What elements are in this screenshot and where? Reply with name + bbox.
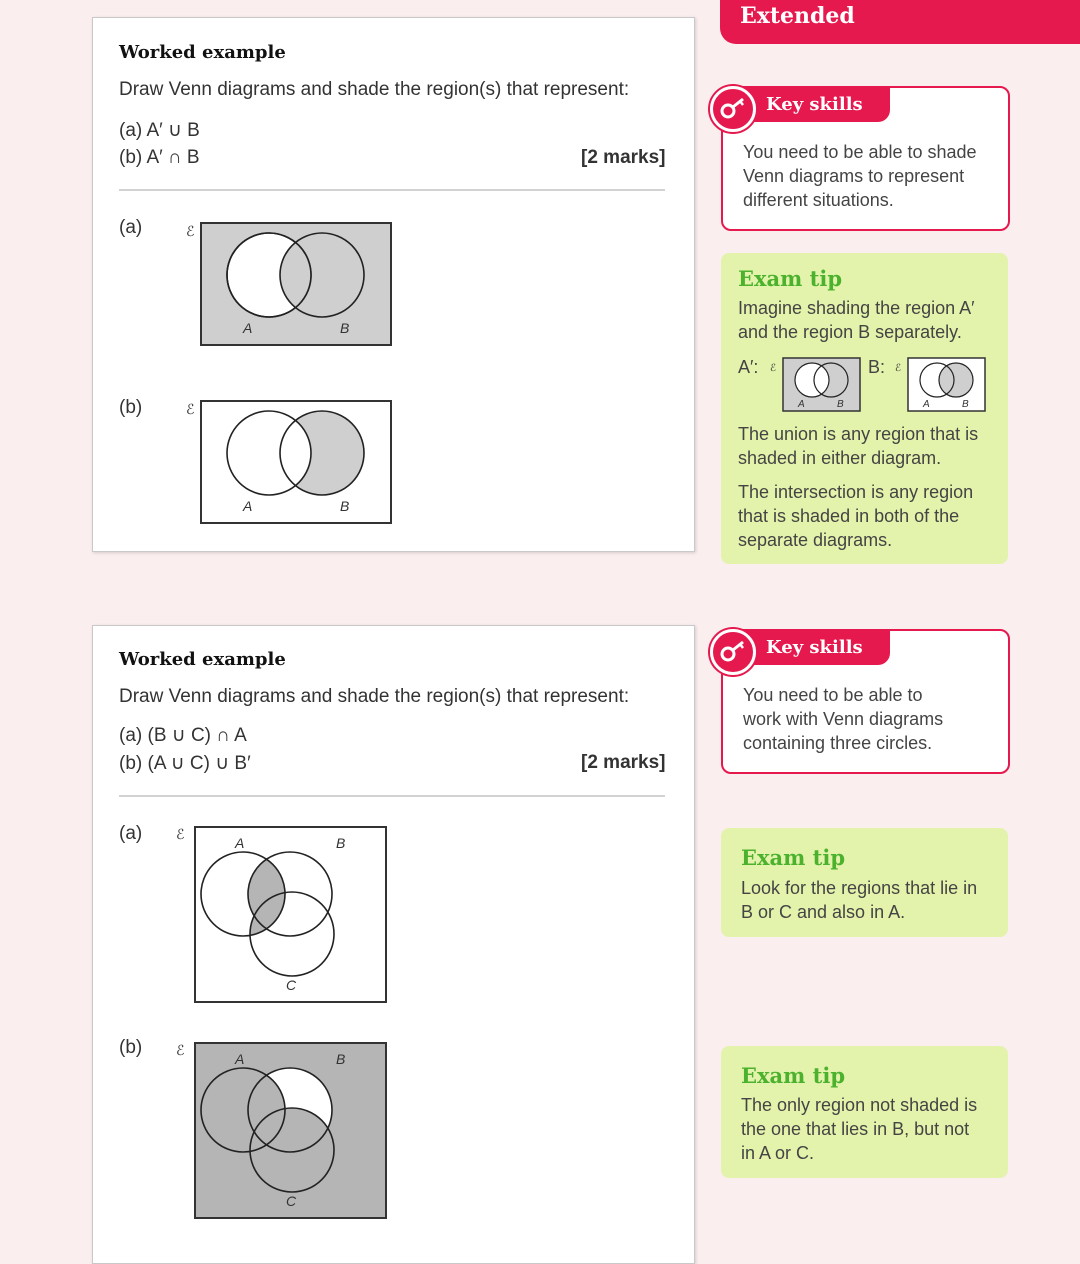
key-icon — [710, 86, 756, 132]
key-icon — [710, 629, 756, 675]
set-a-label: A — [235, 835, 245, 851]
universal-set-symbol: ℰ — [176, 826, 185, 842]
question-prompt: Draw Venn diagrams and shade the region(s) that represent: — [119, 686, 630, 707]
question-part-a: (a) A′ ∪ B — [119, 120, 200, 141]
exam-tip-text-line: Look for the regions that lie in — [741, 878, 978, 898]
answer-label-b: (b) — [119, 397, 143, 418]
mini-diagram-label-b: B: — [868, 357, 886, 377]
set-a-label: A — [243, 320, 253, 336]
question-part-b: (b) A′ ∩ B — [119, 147, 200, 168]
exam-tip-text-line: in A or C. — [741, 1143, 815, 1163]
venn-diagram-a-complement-intersect-b — [183, 396, 403, 531]
answer-label-a: (a) — [119, 217, 143, 238]
key-skills-text-line: different situations. — [743, 190, 894, 210]
universal-set-symbol: ℰ — [186, 401, 195, 417]
universal-set-symbol: ℰ — [176, 1042, 185, 1058]
key-skills-text-line: work with Venn diagrams — [743, 709, 944, 729]
exam-tip-text-line: and the region B separately. — [738, 322, 962, 342]
exam-tip-text-line: the one that lies in B, but not — [741, 1119, 970, 1139]
exam-tip-text-line: that is shaded in both of the — [738, 506, 960, 526]
worked-example-2 — [92, 625, 695, 1264]
question-part-a: (a) (B ∪ C) ∩ A — [119, 725, 247, 746]
answer-label-b: (b) — [119, 1037, 143, 1058]
svg-text:A: A — [798, 399, 805, 410]
divider — [119, 795, 665, 797]
exam-tip-text-line: The only region not shaded is — [741, 1095, 978, 1115]
exam-tip-text-line: B or C and also in A. — [741, 902, 906, 922]
svg-text:A: A — [923, 399, 930, 410]
svg-text:B: B — [837, 399, 844, 410]
key-skills-text-line: You need to be able to shade — [743, 142, 977, 162]
mini-venn-b — [893, 355, 988, 413]
exam-tip-text-line: separate diagrams. — [738, 530, 893, 550]
venn-diagram-a-union-c-union-b-complement — [173, 1038, 393, 1223]
marks-label: [2 marks] — [581, 752, 666, 773]
key-skills-heading: Key skills — [738, 88, 890, 122]
question-part-b: (b) (A ∪ C) ∪ B′ — [119, 753, 251, 774]
mini-diagram-label-a: A′: — [738, 357, 759, 377]
set-a-label: A — [235, 1051, 245, 1067]
key-skills-heading: Key skills — [738, 631, 890, 665]
exam-tip-heading: Exam tip — [741, 1063, 846, 1088]
svg-text:B: B — [962, 399, 969, 410]
mini-venn-a-complement — [768, 355, 863, 413]
set-c-label: C — [286, 977, 297, 993]
exam-tip-text-line: The intersection is any region — [738, 482, 974, 502]
worked-example-1 — [92, 17, 695, 552]
exam-tip-heading: Exam tip — [738, 266, 843, 291]
exam-tip-heading: Exam tip — [741, 845, 846, 870]
set-c-label: C — [286, 1193, 297, 1209]
worked-example-title: Worked example — [119, 42, 286, 63]
exam-tip-text-line: shaded in either diagram. — [738, 448, 942, 468]
set-b-label: B — [340, 320, 350, 336]
worked-example-title: Worked example — [119, 649, 286, 670]
set-b-label: B — [336, 1051, 346, 1067]
key-skills-text-line: Venn diagrams to represent — [743, 166, 965, 186]
venn-diagram-b-union-c-intersect-a — [173, 822, 393, 1007]
divider — [119, 189, 665, 191]
key-skills-text-line: containing three circles. — [743, 733, 933, 753]
universal-set-symbol: ℰ — [186, 223, 195, 239]
universal-set-symbol: ℰ — [770, 363, 777, 374]
key-skills-text-line: You need to be able to — [743, 685, 923, 705]
venn-diagram-a-complement-union-b — [183, 218, 403, 353]
exam-tip-text-line: Imagine shading the region A′ — [738, 298, 975, 318]
universal-set-symbol: ℰ — [895, 363, 902, 374]
marks-label: [2 marks] — [581, 147, 666, 168]
question-prompt: Draw Venn diagrams and shade the region(s) that represent: — [119, 79, 630, 100]
extended-banner: Extended — [720, 0, 1080, 44]
set-a-label: A — [243, 498, 253, 514]
exam-tip-text-line: The union is any region that is — [738, 424, 979, 444]
set-b-label: B — [340, 498, 350, 514]
set-b-label: B — [336, 835, 346, 851]
answer-label-a: (a) — [119, 823, 143, 844]
